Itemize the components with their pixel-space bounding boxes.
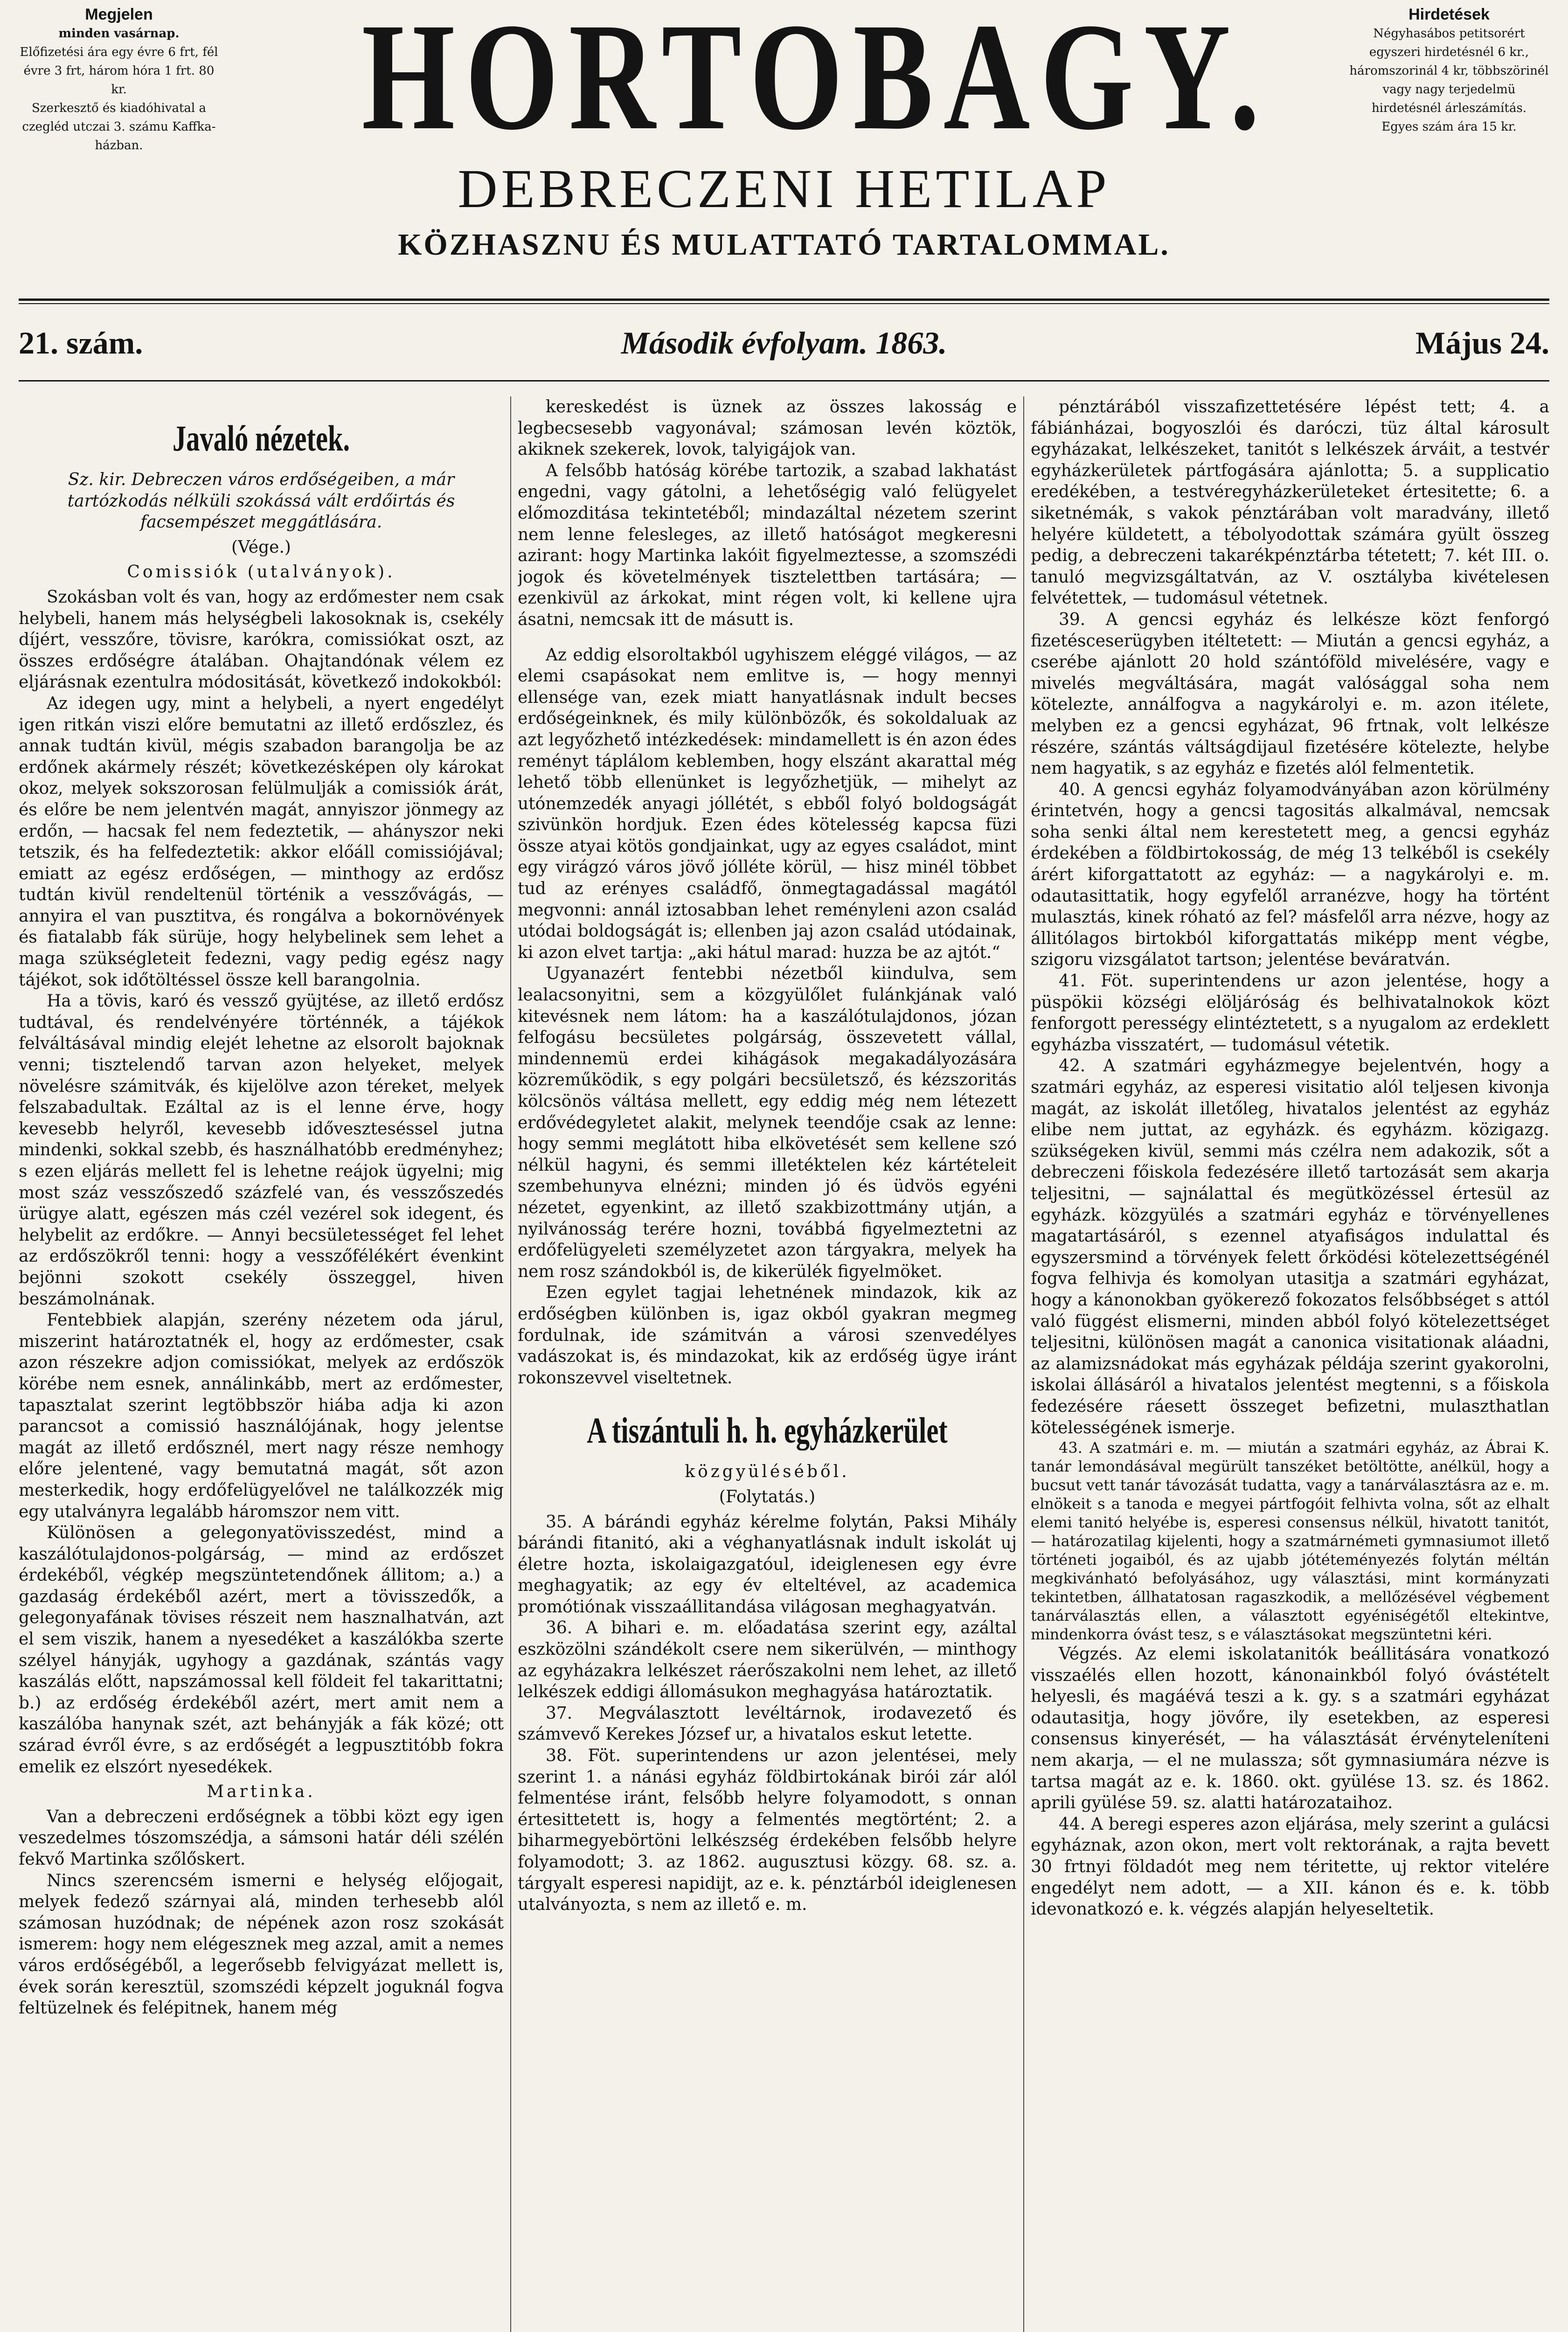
advertising-heading: Hirdetések xyxy=(1408,6,1490,23)
masthead xyxy=(0,0,1568,298)
paragraph: Fentebbiek alapján, szerény nézetem oda járul, miszerint határoztatnék el, hogy az erdőmester, csak azon részekre adjon comissiókat, melyek az erdőszök körébe nem esnek, annálinkább, mert az erdőmester, tapasztalat szerint legtöbbször hiába adja ki azon parancsot a comissió használójának, hogy jelentse magát az illető erdősznél, mert nagy része nemhogy előre jelentené, vagy bemutatná magát, sőt azon mesterkedik, hogy erdőfelügyelővel ne találkozzék mig egy utalványra legalább háromszor nem vitt. xyxy=(19,1311,504,1521)
subscription-line: minden vasárnap. xyxy=(58,27,180,41)
newspaper-tagline: KÖZHASZNU ÉS MULATTATÓ TARTALOMMAL. xyxy=(398,228,1170,262)
article-continuation: (Folytatás.) xyxy=(719,1487,816,1506)
paragraph: 41. Föt. superintendens ur azon jelentése, hogy a püspökii községi elöljáróság és belhivatalnokok közt fenforgott perességy elintéztetett, s a nyugalom az erdeklett egyházba visszatért, — tudomásul vétetik. xyxy=(1031,972,1549,1055)
paragraph: Ugyanazért fentebbi nézetből kiindulva, sem lealacsonyitni, sem a közgyülőlet fulánkjának való kitevésnek nem látom: ha a kaszálótulajdonos, józan felfogásu becsületes polgárság, összevetett vállal, mindennemü erdei kihágások megakadályozására közreműködik, s egy polgári becsületsző, és kézszoritás kölcsönös váltása mellett, egy eddig még nem létezett erdővédegyletet alakit, melynek teendője csak az lenne: hogy semmi meglátott hiba elkövetését sem kellene szó nélkül hagyni, és semmi illetéktelen kéz kártételeit szembehunyva elnézni; minden jó és üdvös egyéni nézetet, egyenkint, az illető szakbizottmány utján, a nyilvánosság terére hozni, továbbá figyelmeztetni az erdőfelügyeleti személyzetet azon tárgyakra, melyek ha nem rosz szándokból is, de kikerülék figyelmöket. xyxy=(518,964,1017,1281)
paragraph: 36. A bihari e. m. előadatása szerint egy, azáltal eszközölni szándékolt csere nem sikerülvén, — minthogy az egyházakra lelkészet ráerőszakolni nem lehet, az illető lelkészek eddigi állomásukon meghagyása határoztatik. xyxy=(518,1618,1017,1702)
article-subtitle: Sz. kir. Debreczen város erdőségeiben, a már tartózkodás nélküli szokássá vált erdőirtás és facsempészet meggátlására. xyxy=(67,470,455,532)
advertising-box xyxy=(1349,5,1549,136)
section-heading: Comissiók (utalványok). xyxy=(127,562,395,582)
dateline-rule xyxy=(19,380,1549,382)
volume-year: Második évfolyam. 1863. xyxy=(621,325,947,361)
subscription-line: Előfizetési ára egy évre 6 frt, fél évre 3 frt, három hóra 1 frt. 80 kr. xyxy=(20,45,218,97)
article-subtitle: közgyüléséből. xyxy=(685,1462,850,1482)
column-divider xyxy=(510,396,511,2332)
paragraph: 40. A gencsi egyház folyamodványában azon körülmény érintetvén, hogy a gencsi tagositás alkalmával, nemcsak soha senki által nem kerestetett meg, a gencsi egyház érdekében a földbirtokosság, de még 13 telkéből is csekély árért kiforgattatott az egyház: — a nagykárolyi e. m. odautasittatik, hogy egyfelől arranézve, hogy ha történt mulasztás, kinek róható az fel? másfelől arra nézve, hogy az állitólagos birtokból kiforgattatás miképp ment végbe, szigoru vizsgálatot tartson; jelentése beváratván. xyxy=(1031,780,1549,970)
article-title: A tiszántuli h. h. egyházkerület xyxy=(587,1410,948,1451)
paragraph: Az idegen ugy, mint a helybeli, a nyert engedélyt igen ritkán viszi előre bemutatni az illető erdőszlez, és annak tudtán kivül, mégis szabadon barangolja be az erdőnek akármely részét; következésképen oly károkat okoz, melyek sokszorosan felülmulják a comissiók árát, és előre be nem jelentvén magát, annyiszor jönmegy az erdőn, — hacsak fel nem fedeztetik, — ahányszor neki tetszik, és ha felfedeztetik: akkor előáll comissiójával; emiatt az egész erdőségen, — minthogy az erdősz tudtán kivül rendeltenül történik a vesszővágás, — annyira el van pusztitva, és rongálva a bokornövények és fiatalabb fák sürüje, hogy helybelinek sem lehet a maga szükségleteit fedezni, vagy pedig egész nagy tájékot, sok időtöltéssel össze kell barangolnia. xyxy=(19,694,504,990)
paragraph: 44. A beregi esperes azon eljárása, mely szerint a gulácsi egyháznak, azon okon, mert volt rektorának, a rajta bevett 30 frtnyi földadót meg nem téritette, uj rektor vitelére engedélyt nem adott, — a XII. kánon és e. k. több idevonatkozó e. k. végzés alapján helyeseltetik. xyxy=(1031,1814,1549,1919)
newspaper-title: HORTOBAGY. xyxy=(361,0,1270,162)
paragraph: 38. Föt. superintendens ur azon jelentései, mely szerint 1. a nánási egyház földbirtokának birói zár alól felmentése iránt, felsőbb helyre folyamodott, s onnan értesittetett is, hogy a felmentés megtörtént; 2. a biharmegyebörtöni lelkészség érdekében felsőbb helyre folyamodott; 3. az 1862. augusztusi közgy. 68. sz. a. tárgyalt esperesi napidijt, az e. k. pénztárból ideiglenesen utalványozta, s nem az illető e. m. xyxy=(518,1746,1017,1915)
paragraph: Végzés. Az elemi iskolatanitók beállitására vonatkozó visszaélés ellen hozott, kánonainkból folyó óvástételt helyesli, és magáévá teszi a k. gy. s a szatmári egyházat odautasitja, hogy jövőre, ily esetekben, az esperesi consensus kinyerését, — ha választását érvényteleníteni nem akarja, — el ne mulassza; sőt gymnasiumára nézve is tartsa magát az e. k. 1860. okt. gyülése 13. sz. és 1862. aprili gyülése 59. sz. alatti határozataihoz. xyxy=(1031,1645,1549,1813)
section-heading: Martinka. xyxy=(207,1782,316,1802)
paragraph: Van a debreczeni erdőségnek a többi közt egy igen veszedelmes tószomszédja, a sámsoni határ déli szélén fekvő Martinka szőlőskert. xyxy=(19,1807,504,1869)
paragraph: Nincs szerencsém ismerni e helység előjogait, melyek fedező szárnyai alá, minden terhesebb alól számosan huzódnak; de népének azon rosz szokását ismerem: hogy nem elégesznek meg azzal, amit a nemes város erdőségéből, a legerősebb felvigyázat mellett is, évek során keresztül, szomszédi képzelt joguknál fogva feltüzelnek és felépitnek, hanem még xyxy=(19,1871,504,2018)
masthead-rule-thin xyxy=(19,303,1549,304)
paragraph: A felsőbb hatóság körébe tartozik, a szabad lakhatást engedni, vagy gátolni, a lehetőségig való felügyelet előmozditása tekintetéből; mindazáltal nézetem szerint nem lenne felesleges, az illető hatóságot megkeresni azirant: hogy Martinka lakóit figyelmeztesse, a szomszédi jogok és követelmények tisztelettben tartására; — ezenkivül az árkokat, mint régen volt, ki kellene ujra ásatni, nemcsak itt de másutt is. xyxy=(518,461,1017,629)
column-2 xyxy=(518,396,1017,2332)
paragraph: kereskedést is üznek az összes lakosság e legbecsesebb vagyonával; számosan levén köztök, akiknek szekerek, lovok, talyigájok van. xyxy=(518,397,1017,459)
advertising-line: Négyhasábos petitsorért egyszeri hirdetésnél 6 kr., háromszorinál 4 kr, többszörinél vagy nagy terjedelmü hirdetésnél árleszámítás. xyxy=(1349,27,1549,115)
paragraph: 35. A bárándi egyház kérelme folytán, Paksi Mihály bárándi fitanitó, aki a véghanyatlásnak indult iskolát uj életre hozta, iskolaigazgatóul, ideiglenesen egy évre meghagyatik; az egy év elteltével, az academica promótiónak visszaállitandása világosan meghagyatván. xyxy=(518,1512,1017,1617)
column-1 xyxy=(19,396,504,2332)
issue-date: Május 24. xyxy=(1415,325,1549,361)
subscription-heading: Megjelen xyxy=(85,6,153,23)
paragraph: Az eddig elsoroltakból ugyhiszem eléggé világos, — az elemi csapásokat nem emlitve is, — hogy mennyi ellensége van, ezek miatt hanyatlásnak indult becses erdőségeinknek, és mily különbözők, és sokoldaluak az azt legyőzhető intézkedések: mindamellett is én azon édes reményt táplálom keblemben, hogy elszánt akarattal még lehető több ellenünket is legyőzhetjük, — mihelyt az utónemzedék anyagi jóllétét, s ebből folyó boldogságát szivünkön hordjuk. Ezen édes kötelesség kapcsa füzi össze atyai kötös gondjainkat, ugy az egyes családot, mint egy virágzó város jövő jólléte körül, — hisz minél többet tud az erényes családfő, önmegtagadással magától megvonni: annál iztosabban lehet reményleni azon család utódai boldogságát is; ellenben jaj azon család utódainak, ki azon elvet tartja: „aki hátul marad: huzza be az ajtót.“ xyxy=(518,645,1017,962)
paragraph: Szokásban volt és van, hogy az erdőmester nem csak helybeli, hanem más helységbeli lakosoknak is, csekély díjért, vesszőre, tövisre, karókra, comissiókat oszt, az összes erdőségre átalában. Ohajtandónak vélem ez eljárásnak ezentulra módositását, következő indokokból: xyxy=(19,587,504,692)
masthead-rule xyxy=(19,298,1549,301)
paragraph: Ezen egylet tagjai lehetnének mindazok, kik az erdőségben különben is, igaz okból gyakran megmeg fordulnak, ide számitván a városi szenvedélyes vadászokat is, és mindazokat, kik az erdőség ügye iránt rokonszevvel viseltetnek. xyxy=(518,1283,1017,1388)
paragraph: 37. Megválasztott levéltárnok, irodavezető és számvevő Kerekes József ur, a hivatalos eskut letette. xyxy=(518,1703,1017,1744)
subscription-line: Szerkesztő és kiadóhivatal a czegléd utczai 3. számu Kaffka-házban. xyxy=(22,101,216,153)
column-3 xyxy=(1031,396,1549,2332)
subscription-box xyxy=(19,5,219,155)
issue-number: 21. szám. xyxy=(19,325,143,361)
advertising-line: Egyes szám ára 15 kr. xyxy=(1381,120,1517,134)
paragraph-small: 43. A szatmári e. m. — miután a szatmári egyház, az Ábrai K. tanár lemondásával megürült tanszéket betöltötte, anélkül, hogy a bucsut vett tanár távozását tudatta, vagy a tanárválasztásra az e. m. elnökeit s a tanoda e megyei pártfogóit felhivta volna, sőt az elhalt elemi tanitó helyébe is, esperesi consensus nélkül, hivatott tanitót, — határozatilag kijelenti, hogy a szatmárnémeti gymnasiumot illető történeti jogaiból, és az ujabb jótéteményezés folytán méltán megkivánható befolyásához, ugy választási, mint kormányzati tekintetben, állhatatosan ragaszkodik, a mellőzésével végbement tanárválasztás ellen, a választott egyéniségétől eltekintve, mindenkorra óvást tesz, s e választásokat megszüntetni kéri. xyxy=(1031,1439,1549,1644)
paragraph: 42. A szatmári egyházmegye bejelentvén, hogy a szatmári egyház, az esperesi visitatio alól teljesen kivonja magát, az iskolát illetőleg, hivatalos jelentést az egyház elibe nem juttat, az egyházk. és egyházm. közigazg. szükségeken kivül, semmi más czélra nem adakozik, sőt a debreczeni főiskola fedezésére illető tartozását sem akarja teljesitni, — sajnálattal és megütközéssel értesül az egyházk. közgyülés a szatmári egyház e törvényellenes magatartásáról, s ezennel atyafiságos indulattal és egyszersmind a törvények felett őrködési kötelezettségénél fogva felhivja és komolyan utasitja a szatmári egyházat, hogy a kánonokban gyökerező fokozatos felsőbbséget s attól való függést elismerni, minden abból folyó kötelezettséget teljesitni, különösen magát a canonica visitationak aláadni, az alamizsnádokat más egyházak példája szerint gyakorolni, iskolai állásáról a hivatalos jelentést megtenni, s a főiskola fedezésére ráesett összeget befizetni, mulaszthatlan kötelességének ismerje. xyxy=(1031,1056,1549,1437)
newspaper-subtitle: DEBRECZENI HETILAP xyxy=(458,158,1110,219)
column-divider xyxy=(1023,396,1024,2332)
article-continuation: (Vége.) xyxy=(231,537,291,557)
paragraph: Különösen a gelegonyatövisszedést, mind a kaszálótulajdonos-polgárság, — mind az erdőszet érdekéből, végkép megszüntetendőnek állitom; a.) a gazdaság érdekéből azért, mert a tövisszedők, a gelegonyafának tövises részeit nem hasznalhatván, azt el sem viszik, hanem a nyesedéket a kaszálókba szerte szélyel hányják, ugyhogy a gazdának, szántás vagy kaszálás előtt, napszámossal kell földeit fel takarittatni; b.) az erdőség érdekéből azért, mert amit nem a kaszálóba hanynak szét, azt behányják a fák közé; ott szárad évről évre, s az erdőségét a legpusztitóbb fokra emelik ez elszórt nyesedékek. xyxy=(19,1523,504,1777)
paragraph: pénztárából visszafizettetésére lépést tett; 4. a fábiánházai, bogyoszlói és daróczi, tüz által károsult egyházakat, lelkészeket, tanitót s lelkészek árváit, a testvér egyházkerületek pártfogására ajánlotta; 5. a supplicatio eredékében, a testvéregyházkerületeket értesitette; 6. a siketnémák, s vakok pénztárában volt maradvány, illető helyére küldetett, a tébolyodottak számára gyült összeg pedig, a debreczeni takarékpénztárba tétetett; 7. két III. o. tanuló megvizsgáltatván, az V. osztályba kivételesen felvétettek, — tudomásul vétetnek. xyxy=(1031,397,1549,608)
paragraph: Ha a tövis, karó és vessző gyüjtése, az illető erdősz tudtával, és rendelvényére történnék, a tájékok felváltásával mindig elejét lehetne az elsorolt bajoknak venni; tisztelendő tarvan azon helyeket, melyek növelésre számitvák, és kijelölve azon téreket, melyek felszabadultak. Ezáltal az is el lenne érve, hogy kevesebb helyről, kevesebb időveszteséssel jutna mindenki, sokkal szebb, és használhatóbb eredményhez; s ezen eljárás mellett fel is lehetne reájok ügyelni; mig most száz vesszőszedő százfelé van, és vesszőszedés ürügye alatt, egészen más czél vezérel sok idegent, és helybelit az erdőkre. — Annyi becsületességet fel lehet az erdőszökről tenni: hogy a vesszőfélékért évenkint bejönni szokott csekély összeggel, hiven beszámolnának. xyxy=(19,992,504,1309)
paragraph: 39. A gencsi egyház és lelkésze közt fenforgó fizetésceserügyben itéltetett: — Miután a gencsi egyház, a cserébe ajánlott 20 hold szántóföld mivelésére, vagy e mivelés megváltására, magát valósággal soha nem kötelezte, annálfogva a nagykárolyi e. m. azon itélete, melyben ez a gencsi egyházat, 96 frtnak, volt lelkésze részére, szántás váltságdijaul fizetésére kötelezte, helybe nem hagyatik, s az egyház e fizetés alól felmentetik. xyxy=(1031,610,1549,778)
article-title: Javaló nézetek. xyxy=(172,418,350,458)
dateline xyxy=(19,308,1549,378)
